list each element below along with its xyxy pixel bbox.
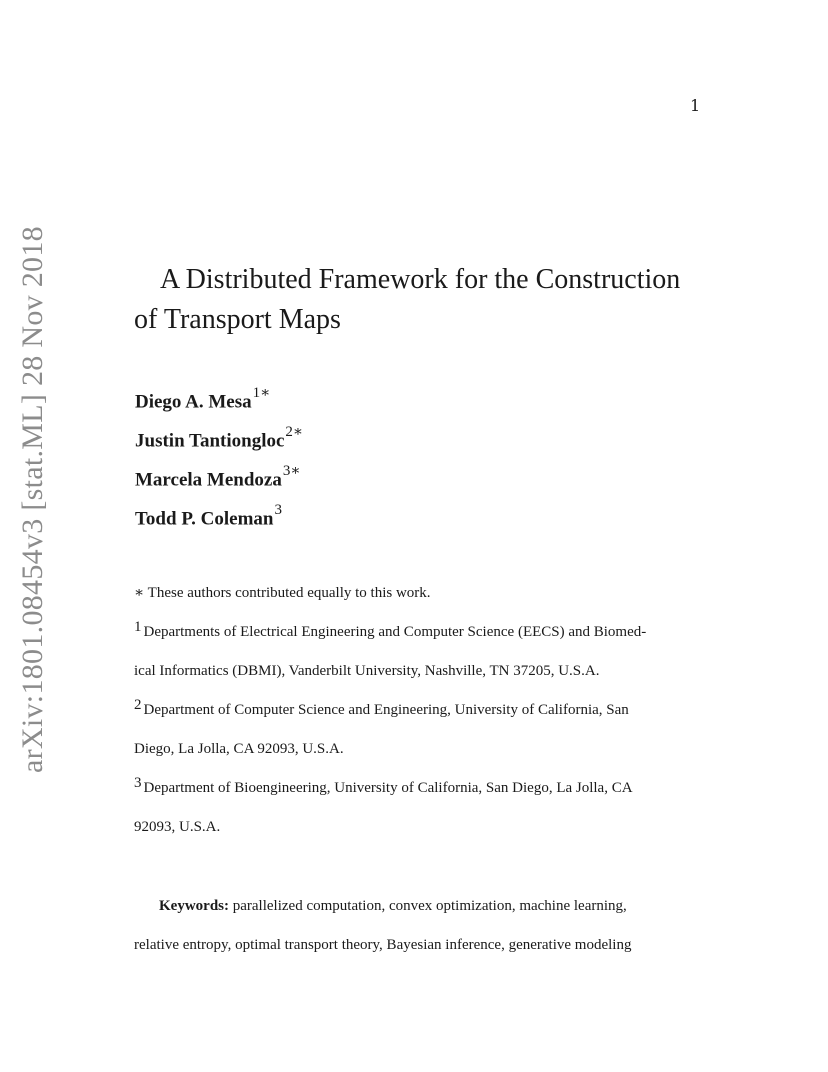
arxiv-identifier-stamp[interactable]: arXiv:1801.08454v3 [stat.ML] 28 Nov 2018 [16, 226, 49, 773]
author-affiliation-mark: 2∗ [285, 424, 304, 440]
keywords-block [134, 893, 704, 971]
author-item [135, 382, 303, 421]
affiliation-2 [134, 697, 704, 736]
author-item [135, 421, 303, 460]
author-name: Todd P. Coleman [135, 508, 274, 530]
affiliation-2-continued: Diego, La Jolla, CA 92093, U.S.A. [134, 741, 344, 757]
affiliations-block [134, 580, 704, 853]
author-name: Justin Tantiongloc [135, 430, 285, 452]
author-list [135, 382, 303, 538]
affiliation-mark: 1 [134, 619, 142, 635]
author-name: Marcela Mendoza [135, 469, 282, 491]
author-name: Diego A. Mesa [135, 391, 252, 413]
author-item [135, 499, 303, 538]
author-item [135, 460, 303, 499]
affiliation-1-continued: ical Informatics (DBMI), Vanderbilt University, Nashville, TN 37205, U.S.A. [134, 663, 600, 679]
paper-title: A Distributed Framework for the Construction of Transport Maps [134, 264, 681, 335]
keywords-line [134, 893, 704, 932]
affiliation-3-continued: 92093, U.S.A. [134, 819, 221, 835]
affiliation-text: Department of Computer Science and Engineering, University of California, San [143, 702, 629, 718]
affiliation-mark: 2 [134, 697, 142, 713]
author-affiliation-mark: 3∗ [282, 463, 301, 479]
author-affiliation-mark: 3 [274, 502, 283, 518]
affiliation-text: Departments of Electrical Engineering and Computer Science (EECS) and Biomed- [143, 624, 647, 640]
affiliation-text: Department of Bioengineering, University of California, San Diego, La Jolla, CA [143, 780, 633, 796]
equal-contribution-note: ∗ These authors contributed equally to this work. [134, 585, 431, 601]
author-affiliation-mark: 1∗ [252, 385, 271, 401]
keywords-text: parallelized computation, convex optimization, machine learning, [232, 898, 627, 914]
keywords-line-continued: relative entropy, optimal transport theory, Bayesian inference, generative modeling [134, 937, 632, 953]
affiliation-3 [134, 775, 704, 814]
page-number: 1 [690, 96, 701, 115]
affiliation-mark: 3 [134, 775, 142, 791]
keywords-label: Keywords: [159, 898, 229, 914]
affiliation-1 [134, 619, 704, 658]
